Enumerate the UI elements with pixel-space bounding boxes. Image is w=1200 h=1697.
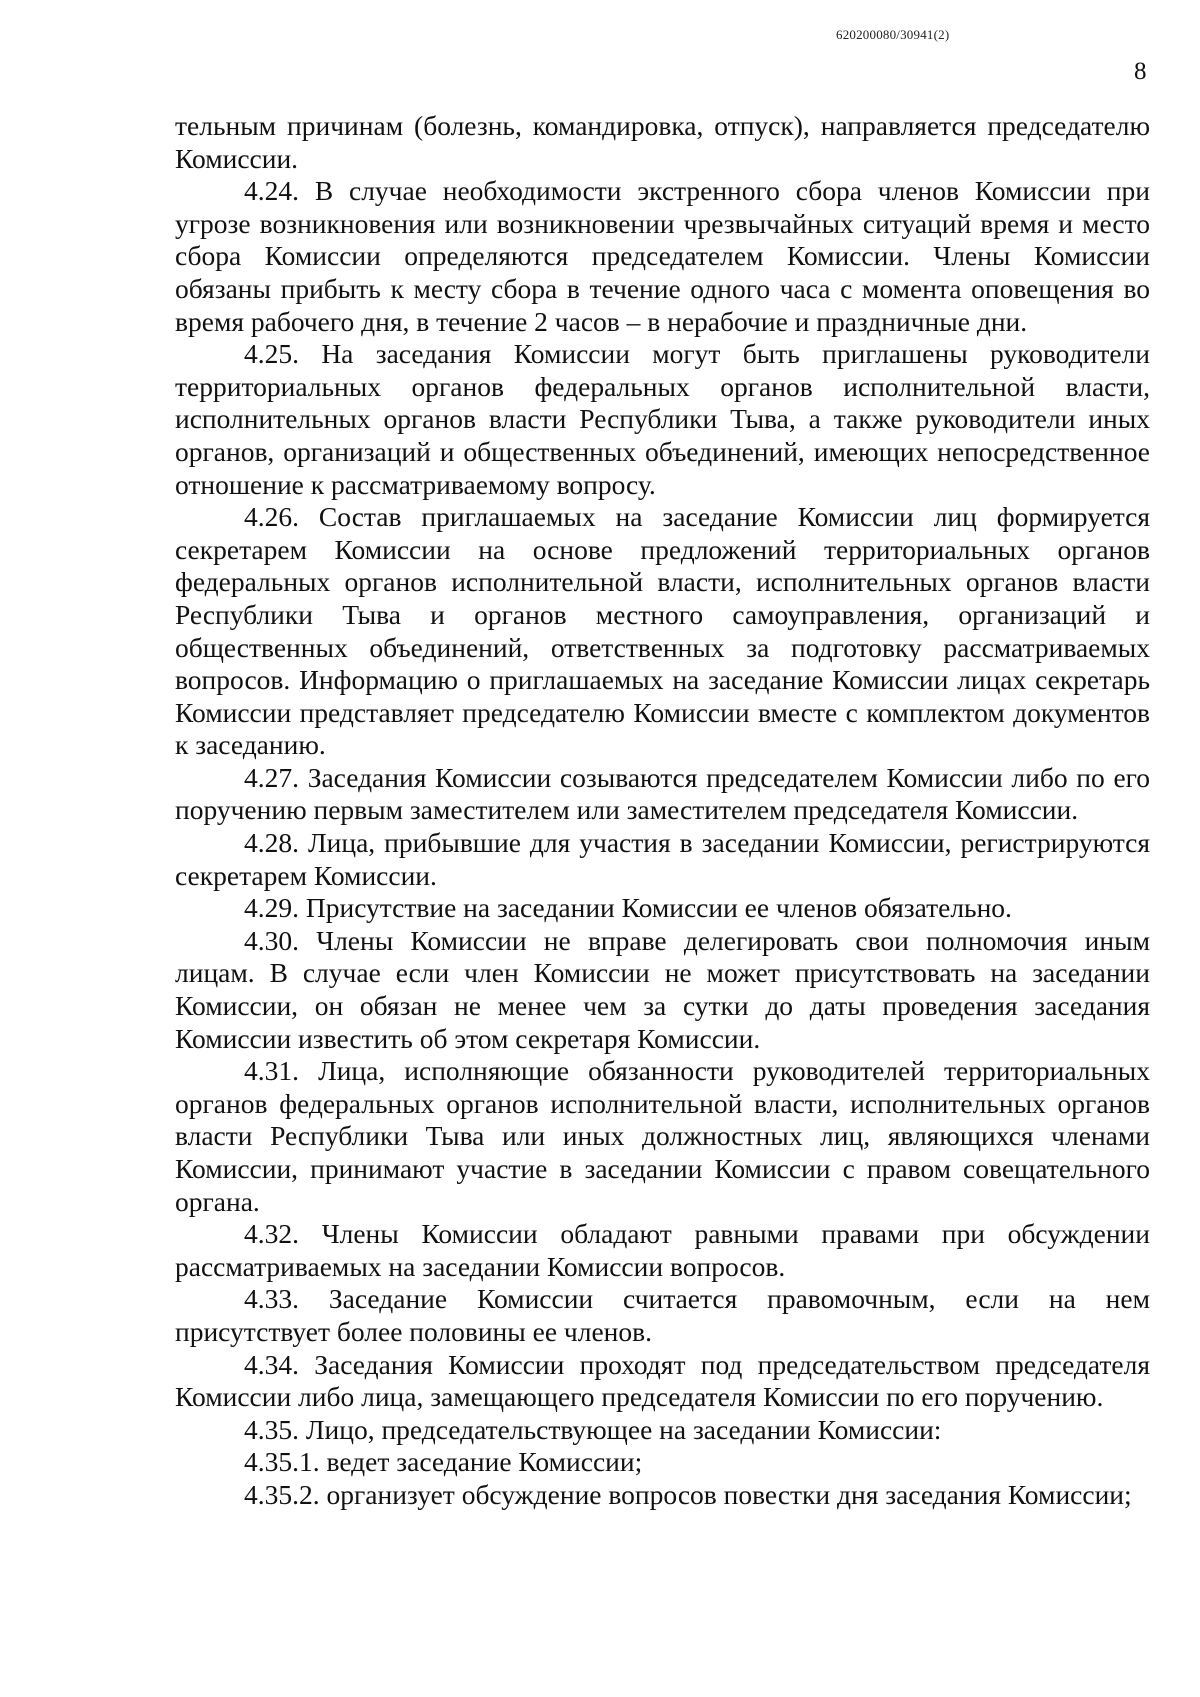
paragraph-4-24: 4.24. В случае необходимости экстренного сбора членов Комиссии при угрозе возникновения или возникновении чрезвычайных ситуаций время и место сбора Комиссии определяются председателем Комиссии. Члены Комиссии обязаны прибыть к месту сбора в течение одного часа с момента оповещения во время рабочего дня, в течение 2 часов – в нерабочие и праздничные дни.	[175, 175, 1150, 337]
document-code: 620200080/30941(2)	[836, 27, 950, 42]
paragraph-4-32: 4.32. Члены Комиссии обладают равными правами при обсуждении рассматриваемых на заседании Комиссии вопросов.	[175, 1218, 1150, 1282]
paragraph-4-28: 4.28. Лица, прибывшие для участия в заседании Комиссии, регистрируются секретарем Комиссии.	[175, 827, 1150, 891]
paragraph-4-27: 4.27. Заседания Комиссии созываются председателем Комиссии либо по его поручению первым заместителем или заместителем председателя Комиссии.	[175, 761, 1150, 826]
page-number: 8	[1134, 58, 1147, 85]
paragraph-4-31: 4.31. Лица, исполняющие обязанности руководителей территориальных органов федеральных органов исполнительной власти, исполнительных органов власти Республики Тыва или иных должностных лиц, являющихся членами Комиссии, принимают участие в заседании Комиссии с правом совещательного органа.	[175, 1055, 1150, 1217]
paragraph-4-35: 4.35. Лицо, председательствующее на заседании Комиссии:	[244, 1413, 942, 1445]
paragraph-4-35-2: 4.35.2. организует обсуждение вопросов повестки дня заседания Комиссии;	[244, 1478, 1132, 1510]
paragraph-4-29: 4.29. Присутствие на заседании Комиссии ее членов обязательно.	[244, 892, 1012, 924]
paragraph-4-33: 4.33. Заседание Комиссии считается правомочным, если на нем присутствует более половины ее членов.	[175, 1283, 1150, 1347]
paragraph-4-35-1: 4.35.1. ведет заседание Комиссии;	[244, 1446, 643, 1478]
paragraph-continuation: тельным причинам (болезнь, командировка, отпуск), направляется председателю Комиссии.	[175, 110, 1150, 174]
paragraph-4-34: 4.34. Заседания Комиссии проходят под председательством председателя Комиссии либо лица, замещающего председателя Комиссии по его поручению.	[175, 1348, 1150, 1413]
paragraph-4-25: 4.25. На заседания Комиссии могут быть приглашены руководители территориальных органов федеральных органов исполнительной власти, исполнительных органов власти Республики Тыва, а также руководители иных органов, организаций и общественных объединений, имеющих непосредственное отношение к рассматриваемому вопросу.	[175, 338, 1150, 500]
document-body	[175, 110, 1150, 1512]
paragraph-4-30: 4.30. Члены Комиссии не вправе делегировать свои полномочия иным лицам. В случае если член Комиссии не может присутствовать на заседании Комиссии, он обязан не менее чем за сутки до даты проведения заседания Комиссии известить об этом секретаря Комиссии.	[175, 924, 1150, 1054]
paragraph-4-26: 4.26. Состав приглашаемых на заседание Комиссии лиц формируется секретарем Комиссии на основе предложений территориальных органов федеральных органов исполнительной власти, исполнительных органов власти Республики Тыва и органов местного самоуправления, организаций и общественных объединений, ответственных за подготовку рассматриваемых вопросов. Информацию о приглашаемых на заседание Комиссии лицах секретарь Комиссии представляет председателю Комиссии вместе с комплектом документов к заседанию.	[175, 501, 1150, 761]
